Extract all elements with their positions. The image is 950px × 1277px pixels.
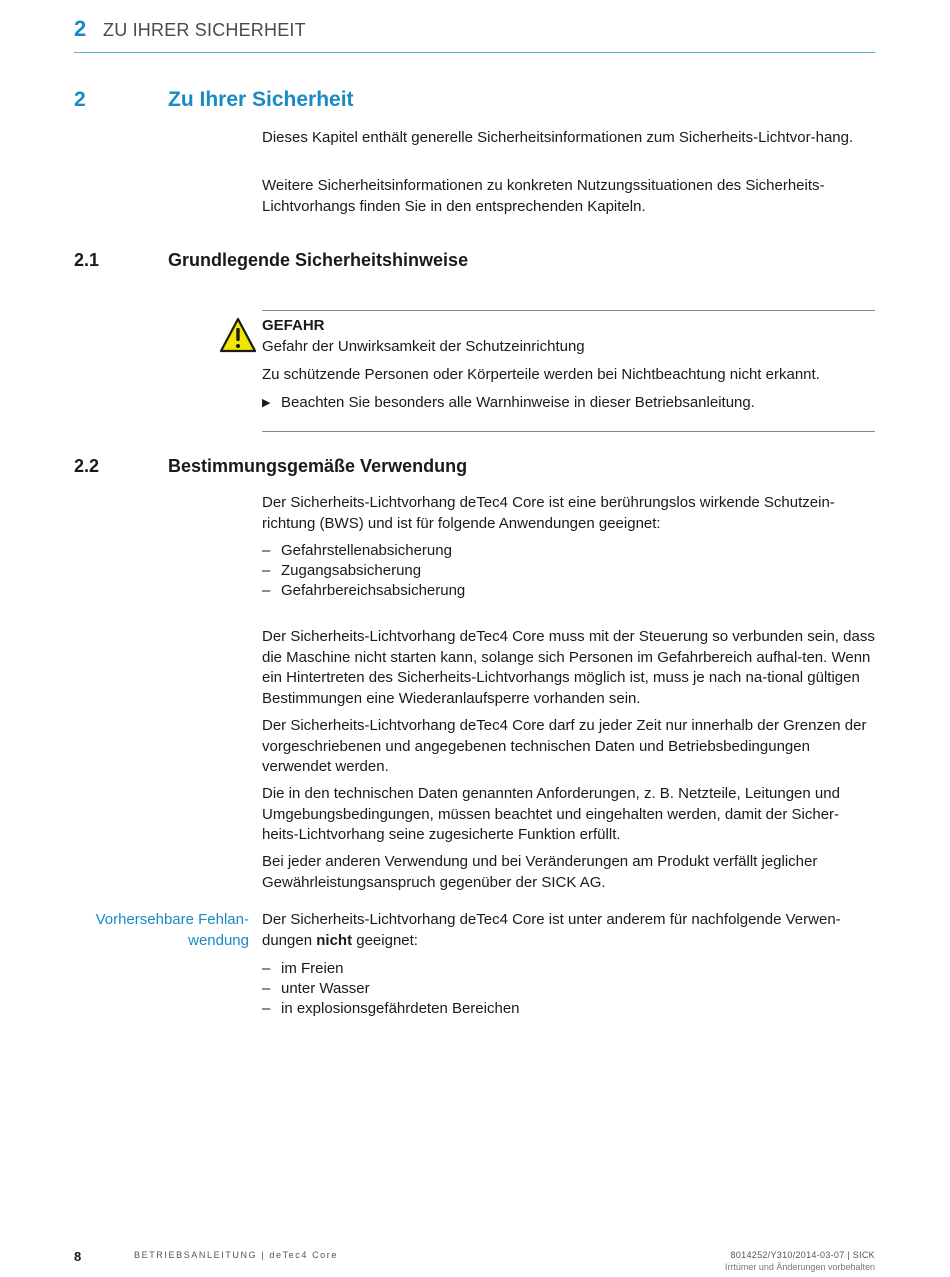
running-header-chapter-number: 2 <box>74 16 87 41</box>
margin-label-misuse: Vorhersehbare Fehlan-wendung <box>95 911 249 949</box>
section-2-1-number: 2.1 <box>74 250 100 270</box>
section-2-2-number: 2.2 <box>74 456 100 476</box>
chapter-title: Zu Ihrer Sicherheit <box>168 88 354 111</box>
header-divider <box>74 52 875 53</box>
chapter-intro-paragraph-1: Dieses Kapitel enthält generelle Sicherheitsinformationen zum Sicherheits-Lichtvor-hang. <box>262 129 854 146</box>
action-arrow-icon: ▶ <box>262 397 271 409</box>
usage-paragraph-2: Der Sicherheits-Lichtvorhang deTec4 Core darf zu jeder Zeit nur innerhalb der Grenzen der vorgeschriebenen und angegebenen technischen Daten und Betriebsbedingungen verwendet werden. <box>262 717 867 775</box>
usage-paragraph-4: Bei jeder anderen Verwendung und bei Veränderungen am Produkt verfällt jeglicher Gewährleistungsanspruch gegenüber der SICK AG. <box>262 853 818 891</box>
misuse-paragraph: Der Sicherheits-Lichtvorhang deTec4 Core ist unter anderem für nachfolgende Verwen-dungen nicht geeignet: <box>262 911 841 949</box>
misuse-list <box>262 959 875 1019</box>
warning-bottom-rule <box>262 431 875 432</box>
footer-document-id: 8014252/Y310/2014-03-07 | SICK <box>730 1250 875 1260</box>
footer-document-label: BETRIEBSANLEITUNG | deTec4 Core <box>134 1250 338 1260</box>
list-item: – in explosionsgefährdeten Bereichen <box>262 1000 520 1017</box>
list-item: – im Freien <box>262 960 344 977</box>
chapter-intro-paragraph-2: Weitere Sicherheitsinformationen zu konkreten Nutzungssituationen des Sicherheits-Lichtvorhangs finden Sie in den entsprechenden Kapiteln. <box>262 177 825 215</box>
running-header-chapter-title: ZU IHRER SICHERHEIT <box>103 20 306 40</box>
list-item: – unter Wasser <box>262 980 370 997</box>
warning-consequence: Zu schützende Personen oder Körperteile werden bei Nichtbeachtung nicht erkannt. <box>262 366 820 383</box>
warning-triangle-icon <box>219 317 257 353</box>
section-2-2-title: Bestimmungsgemäße Verwendung <box>168 456 468 476</box>
warning-action: Beachten Sie besonders alle Warnhinweise in dieser Betriebsanleitung. <box>281 394 755 411</box>
list-item: – Gefahrbereichsabsicherung <box>262 582 466 599</box>
section-2-1-title: Grundlegende Sicherheitshinweise <box>168 250 469 270</box>
warning-signal-word: GEFAHR <box>262 317 325 334</box>
list-item: – Zugangsabsicherung <box>262 562 422 579</box>
list-item: – Gefahrstellenabsicherung <box>262 542 452 559</box>
page-number: 8 <box>74 1249 82 1264</box>
footer-disclaimer: Irrtümer und Änderungen vorbehalten <box>724 1262 875 1272</box>
usage-paragraph-1: Der Sicherheits-Lichtvorhang deTec4 Core muss mit der Steuerung so verbunden sein, dass die Maschine nicht starten kann, solange sich Personen im Gefahrbereich aufhal-ten. Wenn ein Hintertreten des Sicherheits-Lichtvorhangs möglich ist, muss je nach na-tional gültigen Bestimmungen eine Wiederanlaufsperre vorhanden sein. <box>262 628 875 707</box>
warning-subtitle: Gefahr der Unwirksamkeit der Schutzeinrichtung <box>262 338 585 355</box>
section-2-2-intro: Der Sicherheits-Lichtvorhang deTec4 Core ist eine berührungslos wirkende Schutzein-richtung (BWS) und ist für folgende Anwendungen geeignet: <box>262 494 835 532</box>
chapter-number: 2 <box>74 88 86 111</box>
applications-list <box>262 541 875 601</box>
warning-top-rule <box>262 310 875 311</box>
usage-paragraph-3: Die in den technischen Daten genannten Anforderungen, z. B. Netzteile, Leitungen und Umgebungsbedingungen, müssen beachtet und eingehalten werden, damit der Sicher-heits-Lichtvorhang seine zugesicherte Funktion erfüllt. <box>262 785 840 843</box>
